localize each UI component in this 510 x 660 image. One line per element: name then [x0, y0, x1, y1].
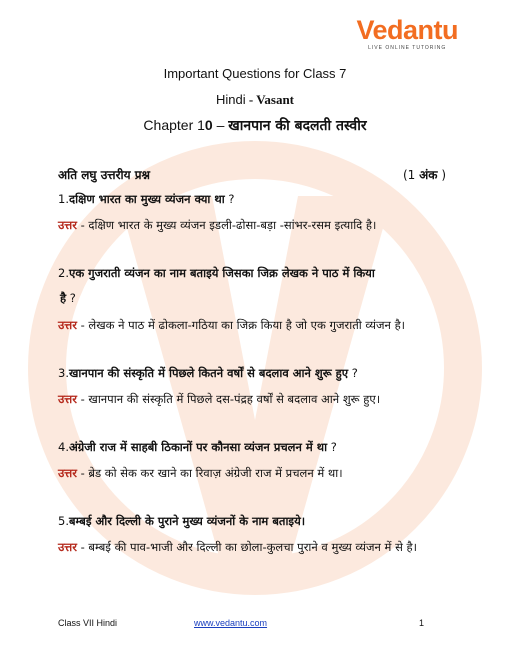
chapter-title — [0, 116, 510, 135]
vedantu-logo — [356, 16, 458, 51]
chapter-number: 0 — [204, 117, 213, 133]
footer-website-link[interactable]: www.vedantu.com — [194, 618, 268, 628]
question-text: दक्षिण भारत का मुख्य व्यंजन क्या था — [68, 192, 225, 206]
answer-5 — [58, 540, 417, 555]
chapter-prefix: Chapter 1 — [143, 117, 205, 133]
question-mark: ? — [66, 291, 76, 305]
answer-text: - ब्रेड को सेक कर खाने का रिवाज़ अंग्रेजी राज में प्रचलन में था। — [76, 466, 343, 480]
answer-3 — [58, 392, 380, 407]
section-heading — [58, 166, 446, 183]
answer-1 — [58, 218, 376, 233]
question-mark: ? — [348, 366, 358, 380]
section-marks — [403, 166, 446, 183]
question-mark: ? — [224, 192, 235, 206]
answer-label: उत्तर — [58, 392, 77, 406]
question-2-continued — [60, 291, 76, 306]
answer-text: - दक्षिण भारत के मुख्य व्यंजन इडली-ढोसा-बड़ा -सांभर-रसम इत्यादि है। — [76, 218, 377, 232]
answer-text: - बम्बई की पाव-भाजी और दिल्ली का छोला-कुलचा पुराने व मुख्य व्यंजन में से है। — [76, 540, 417, 554]
book-name: Vasant — [256, 92, 295, 107]
answer-label: उत्तर — [58, 218, 77, 232]
question-text: खानपान की संस्कृति में पिछले कितने वर्षों से बदलाव आने शुरू हुए — [68, 366, 349, 380]
answer-4 — [58, 466, 343, 481]
question-5 — [58, 514, 305, 529]
answer-label: उत्तर — [58, 540, 77, 554]
logo-tagline: LIVE ONLINE TUTORING — [368, 45, 447, 51]
chapter-name: खानपान की बदलती तस्वीर — [228, 118, 367, 134]
question-number: 3. — [58, 366, 69, 380]
answer-text: - खानपान की संस्कृति में पिछले दस-पंद्रह वर्षों से बदलाव आने शुरू हुए। — [76, 392, 381, 406]
question-number: 2. — [58, 266, 69, 280]
answer-label: उत्तर — [58, 466, 77, 480]
answer-label: उत्तर — [58, 318, 77, 332]
header-line-2 — [0, 92, 510, 108]
question-text: बम्बई और दिल्ली के पुराने मुख्य व्यंजनों के नाम बताइये। — [68, 514, 306, 528]
question-2 — [58, 266, 375, 281]
question-text-continued: है — [60, 291, 67, 305]
question-3 — [58, 366, 358, 381]
marks-open: (1 — [402, 168, 420, 182]
question-4 — [58, 440, 337, 455]
page-number: 1 — [418, 618, 424, 628]
question-number: 4. — [58, 440, 69, 454]
question-number: 1. — [58, 192, 69, 206]
question-text: एक गुजराती व्यंजन का नाम बताइये जिसका जिक्र लेखक ने पाठ में किया — [68, 266, 375, 280]
question-number: 5. — [58, 514, 69, 528]
subject-separator: - — [245, 92, 257, 107]
header-line-1: Important Questions for Class 7 — [163, 66, 347, 81]
question-text: अंग्रेजी राज में साहबी ठिकानों पर कौनसा व्यंजन प्रचलन में था — [68, 440, 328, 454]
answer-text: - लेखक ने पाठ में ढोकला-गठिया का जिक्र किया है जो एक गुजराती व्यंजन है। — [76, 318, 406, 332]
section-title: अति लघु उत्तरीय प्रश्न — [58, 168, 151, 182]
subject-label: Hindi — [215, 92, 246, 107]
question-1 — [58, 192, 234, 207]
marks-word: अंक — [419, 168, 438, 182]
footer-class-label: Class VII Hindi — [58, 618, 118, 628]
chapter-separator: – — [212, 117, 229, 133]
answer-2 — [58, 318, 405, 333]
question-mark: ? — [327, 440, 337, 454]
logo-wordmark: Vedantu — [356, 15, 458, 45]
marks-close: ) — [437, 168, 446, 182]
